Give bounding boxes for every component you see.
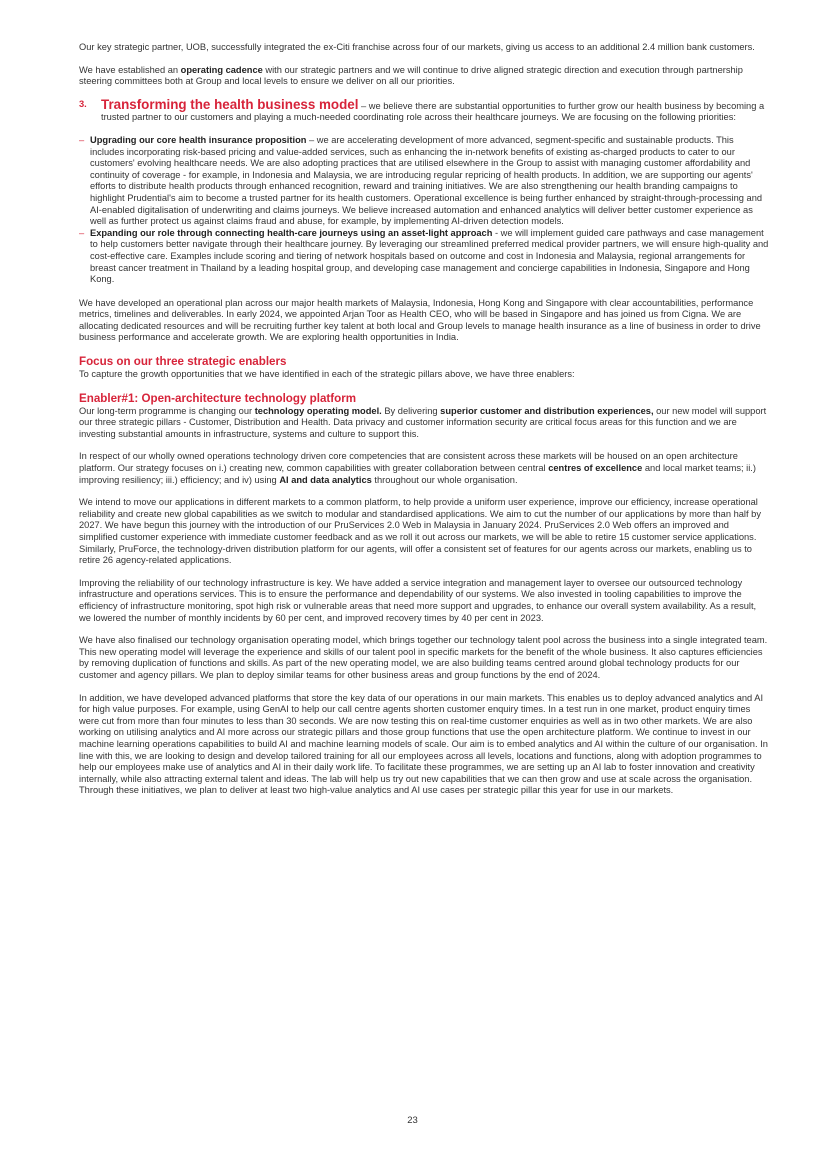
paragraph-open-architecture <box>79 451 769 486</box>
bold-run: superior customer and distribution experiences, <box>440 405 654 416</box>
paragraph-common-platform: We intend to move our applications in different markets to a common platform, to help provide a uniform user experience, improve our efficiency, increase operational reliability and create new global capabilities as we switch to modular and standardised applications. We aim to cut the number of our applications by more than half by 2027. We have begun this journey with the introduction of our PruServices 2.0 Web in Malaysia in January 2024. PruServices 2.0 Web offers an improved and simplified customer experience with immediate customer feedback and as we roll it out across our markets, we will be able to retire 15 customer service applications. Similarly, PruForce, the technology-driven distribution platform for our agents, will offer a consistent set of features for our agents across our markets, enabling us to retire 26 agency-related applications. <box>79 497 761 566</box>
item-text: – we believe there are substantial opportunities to further grow our health business by becoming a trusted partner to our customers and playing a much-needed coordinating role across their healthcare journeys. We are focusing on the following priorities: <box>101 100 765 123</box>
text-run: – we are accelerating development of more advanced, segment-specific and sustainable products. This includes incorporating risk-based pricing and value-added services, such as enhancing the in-network benefits of existing as-charged products to cater to our customers' evolving healthcare needs. We are also adopting practices that are utilised elsewhere in the Group to assist with managing customer affordability and continuity of coverage - for example, in Indonesia and Malaysia, we are introducing regular repricing of health products. In addition, we are supporting our agents' efforts to distribute health products through enhanced recognition, reward and training initiatives. We are also strengthening our health branding campaigns to highlight Prudential's aim to become a trusted partner for its health customers. Operational excellence is being further enhanced by straight-through-processing and AI-enabled digitalisation of underwriting and claims journeys. We believe increased automation and enhanced analytics will deliver better customer experience as well as further protect us against claims fraud and abuse, for example, by implementing AI-driven detection models. <box>90 134 763 227</box>
paragraph-health-plan: We have developed an operational plan across our major health markets of Malaysia, Indonesia, Hong Kong and Singapore with clear accountabilities, performance metrics, timelines and deliverables. In early 2024, we appointed Arjan Toor as Health CEO, who will be based in Singapore and has joined us from Cigna. We are allocating dedicated resources and will be recruiting further key talent at both local and Group levels to manage health insurance as a line of business in order to drive business performance and accelerate growth. We are exploring health opportunities in India. <box>79 297 761 343</box>
bold-run: operating cadence <box>180 64 263 75</box>
list-item <box>79 135 769 228</box>
paragraph-operating-cadence <box>79 65 769 88</box>
bold-run: Upgrading our core health insurance proposition <box>90 134 307 145</box>
text-run: with our strategic partners and we will continue to drive aligned strategic direction and execution through partnership steering committees both at Group and local levels to ensure we deliver on all our priorities. <box>79 64 743 87</box>
text-run: By delivering <box>381 405 441 416</box>
item-title: Transforming the health business model <box>101 96 359 112</box>
text-run: our new model will support our three strategic pillars - Customer, Distribution and Health. Data privacy and customer information security are critical focus areas for this function and we are investing substantial amounts in infrastructure, systems and culture to support this. <box>79 405 767 439</box>
text-run: We have established an <box>79 64 181 75</box>
text-run: throughout our whole organisation. <box>371 474 518 485</box>
text-run: Our long-term programme is changing our <box>79 405 255 416</box>
paragraph-enablers-intro: To capture the growth opportunities that we have identified in each of the strategic pillars above, we have three enablers: <box>79 369 575 380</box>
item-number: 3. <box>79 98 87 109</box>
bold-run: centres of excellence <box>548 463 643 474</box>
list-item <box>79 228 769 286</box>
text-run: and local market teams; ii.) improving resiliency; iii.) efficiency; and iv) using <box>79 463 756 485</box>
paragraph-analytics-ai: In addition, we have developed advanced platforms that store the key data of our operations in our main markets. This enables us to deploy advanced analytics and AI for high value purposes. For example, using GenAI to help our call centre agents shorten customer enquiry times. In a test run in one market, product enquiry times were cut from more than four minutes to less than 30 seconds. We are now testing this on real-time customer enquiries as well as in two other markets. We are also working on utilising analytics and AI more across our strategic pillars and those group functions that use the open architecture platform. We continue to invest in our machine learning operations capabilities to build AI and machine learning models of scale. Our aim is to embed analytics and AI within the culture of our organisation. In line with this, we are looking to design and develop tailored training for all our employees across all levels, locations and functions, along with adoption programmes to help our employees make use of analytics and AI in their daily work life. To facilitate these programmes, we are setting up an AI lab to foster innovation and creativity internally, while also attracting external talent and ideas. The lab will help us try out new capabilities that we can then grow and use at scale across the organisation. Through these initiatives, we plan to deliver at least two high-value analytics and AI use cases per strategic pillar this year for use in our markets. <box>79 692 768 796</box>
dash-marker: – <box>79 134 85 145</box>
bold-run: Expanding our role through connecting health-care journeys using an asset-light approach <box>90 227 493 238</box>
section-heading-enabler-1: Enabler#1: Open-architecture technology platform <box>79 391 357 405</box>
page-number: 23 <box>407 1115 418 1126</box>
section-heading-enablers: Focus on our three strategic enablers <box>79 355 287 369</box>
paragraph-technology-model <box>79 406 769 441</box>
text-run: In respect of our wholly owned operations technology driven core competencies that are consistent across these markets will be housed on an open architecture platform. Our strategy focuses on i.) creating new, common capabilities with greater collaboration between central <box>79 451 738 474</box>
paragraph-operating-model: We have also finalised our technology organisation operating model, which brings together our technology talent pool across the business into a single integrated team. This new operating model will leverage the experience and skills of our talent pool in specific markets for the benefit of the whole business. It also captures efficiencies by removing duplication of functions and skills. As part of the new operating model, we are also building teams centred around global technology products for our customer and agency pillars. We plan to deploy similar teams for other business areas and group functions by the end of 2024. <box>79 635 768 680</box>
bold-run: technology operating model. <box>254 405 382 416</box>
text-run: - we will implement guided care pathways and case management to help customers better navigate through their healthcare journey. By leveraging our streamlined preferred medical provider partners, we will ensure high-quality and cost-effective care. Examples include scoring and tiering of network hospitals based on outcome and cost in Indonesia and Malaysia, regional arrangements for breast cancer treatment in Thailand by a leading hospital group, and developing case management and concierge capabilities in Indonesia, Singapore and Hong Kong. <box>90 227 769 285</box>
dash-marker: – <box>79 227 85 238</box>
numbered-item-3 <box>79 96 769 124</box>
bold-run: AI and data analytics <box>279 474 372 485</box>
paragraph-uob: Our key strategic partner, UOB, successfully integrated the ex-Citi franchise across four of our markets, giving us access to an additional 2.4 million bank customers. <box>79 42 755 52</box>
priority-list <box>79 135 769 286</box>
document-page <box>79 42 769 808</box>
paragraph-infrastructure-reliability: Improving the reliability of our technology infrastructure is key. We have added a service integration and management layer to oversee our outsourced technology infrastructure and operations services. This is to ensure the performance and dependability of our systems. We also invested in tooling capabilities to improve the efficiency of infrastructure monitoring, spot high risk or vulnerable areas that need more support and upgrades, to enhance our overall system availability. As a result, we lowered the number of monthly incidents by 60 per cent, and improved recovery times by 40 per cent in 2023. <box>79 577 757 623</box>
